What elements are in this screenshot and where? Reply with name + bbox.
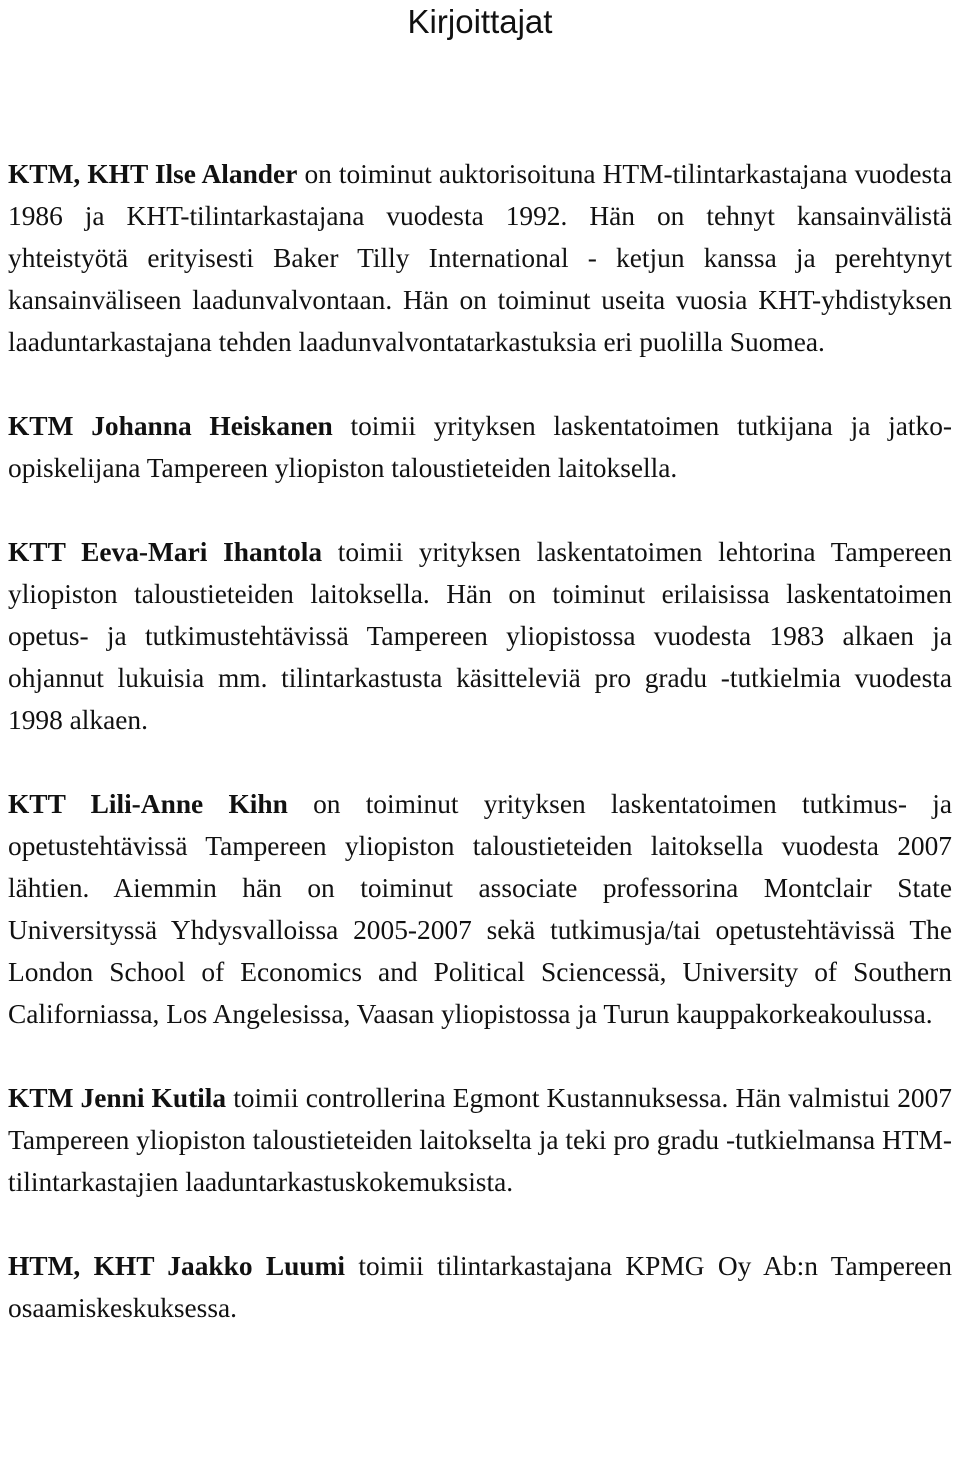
author-bio-kihn (8, 783, 952, 1035)
author-description: toimii yrityksen laskentatoimen tutkijana ja jatko-opiskelijana Tampereen yliopiston taloustieteiden laitoksella. (8, 411, 953, 483)
author-name: KTM Jenni Kutila (8, 1083, 227, 1113)
author-name: KTM, KHT Ilse Alander (8, 159, 298, 189)
author-description: toimii tilintarkastajana KPMG Oy Ab:n Tampereen osaamiskeskuksessa. (8, 1251, 952, 1323)
author-bio-alander (8, 153, 952, 363)
author-bio-ihantola (8, 531, 952, 741)
author-bio-heiskanen (8, 405, 952, 489)
author-description: on toiminut yrityksen laskentatoimen tutkimus- ja opetustehtävissä Tampereen yliopiston taloustieteiden laitoksella vuodesta 2007 lähtien. Aiemmin hän on toiminut associate professorina Montclair State Universityssä Yhdysvalloissa 2005-2007 sekä tutkimusja/tai opetustehtävissä The London School of Economics and Political Sciencessä, University of Southern Californiassa, Los Angelesissa, Vaasan yliopistossa ja Turun kauppakorkeakoulussa. (8, 789, 952, 1029)
author-description: toimii controllerina Egmont Kustannuksessa. Hän valmistui 2007 Tampereen yliopiston taloustieteiden laitokselta ja teki pro gradu -tutkielmansa HTM-tilintarkastajien laaduntarkastuskokemuksista. (8, 1083, 952, 1197)
author-name: HTM, KHT Jaakko Luumi (8, 1251, 346, 1281)
page-title: Kirjoittajat (407, 3, 553, 40)
author-description: toimii yrityksen laskentatoimen lehtorina Tampereen yliopiston taloustieteiden laitoksella. Hän on toiminut erilaisissa laskentatoimen opetus- ja tutkimustehtävissä Tampereen yliopistossa vuodesta 1983 alkaen ja ohjannut lukuisia mm. tilintarkastusta käsitteleviä pro gradu -tutkielmia vuodesta 1998 alkaen. (8, 537, 952, 735)
author-name: KTT Eeva-Mari Ihantola (8, 537, 323, 567)
author-description: on toiminut auktorisoituna HTM-tilintarkastajana vuodesta 1986 ja KHT-tilintarkastajana vuodesta 1992. Hän on tehnyt kansainvälistä yhteistyötä erityisesti Baker Tilly International - ketjun kanssa ja perehtynyt kansainväliseen laadunvalvontaan. Hän on toiminut useita vuosia KHT-yhdistyksen laaduntarkastajana tehden laadunvalvontatarkastuksia eri puolilla Suomea. (8, 159, 952, 357)
author-bio-kutila (8, 1077, 952, 1203)
author-bios (8, 153, 952, 1371)
author-name: KTM Johanna Heiskanen (8, 411, 333, 441)
author-bio-luumi (8, 1245, 952, 1329)
author-name: KTT Lili-Anne Kihn (8, 789, 288, 819)
